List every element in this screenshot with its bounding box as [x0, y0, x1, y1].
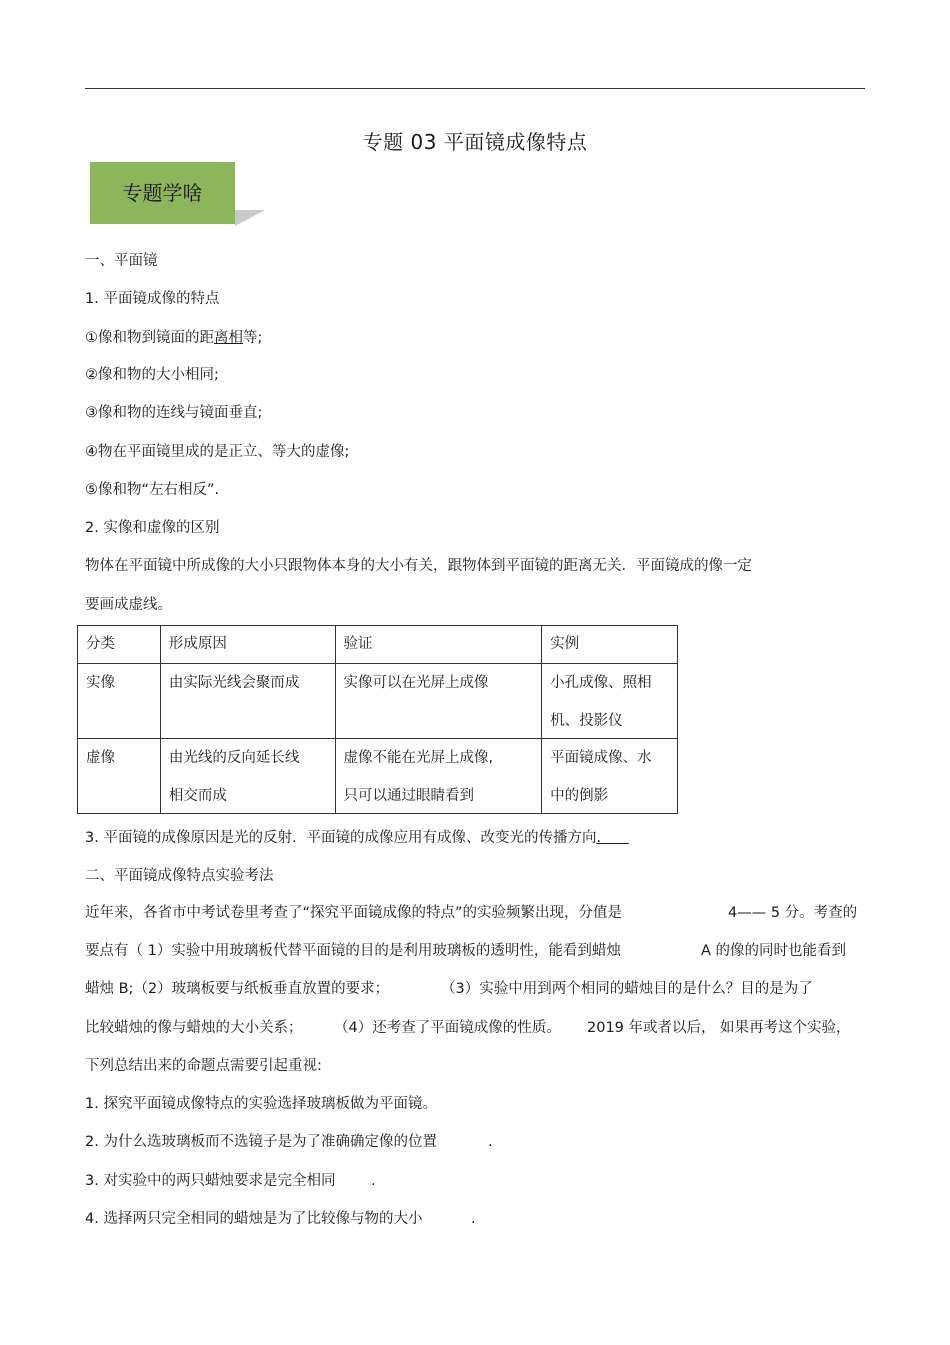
table-header-cell: 实例: [542, 626, 678, 664]
paragraph-2-line-4-c: 2019 年或者以后，: [587, 1020, 716, 1036]
section-heading-2: 二、平面镜成像特点实验考法: [85, 868, 274, 884]
table-row: [78, 664, 678, 739]
paragraph-2-line-4-b: （4）还考查了平面镜成像的性质。: [334, 1020, 561, 1036]
paragraph-2-line-3: 蜡烛 B;（2）玻璃板要与纸板垂直放置的要求；: [85, 981, 390, 997]
page-title: 专题 03 平面镜成像特点: [362, 130, 588, 154]
header-rule: [85, 88, 865, 89]
paragraph-1: 物体在平面镜中所成像的大小只跟物体本身的大小有关，跟物体到平面镜的距离无关．平面镜成的像一定: [85, 558, 752, 574]
subheading-1-3-text: 3. 平面镜的成像原因是光的反射．平面镜的成像应用有成像、改变光的传播方向: [85, 830, 597, 846]
cell-line: 相交而成: [168, 788, 227, 804]
table-row: [78, 739, 678, 814]
paragraph-2-line-4-d: 如果再考这个实验，: [720, 1020, 851, 1036]
table-cell: [542, 664, 678, 739]
point-5: ⑤像和物“左右相反”.: [85, 482, 220, 498]
point-n4-end: .: [471, 1211, 476, 1227]
point-n3-end: .: [371, 1173, 376, 1189]
paragraph-2-line-2-end: A 的像的同时也能看到: [701, 943, 847, 959]
cell-line: 实像可以在光屏上成像: [343, 675, 489, 691]
point-1-underlined: 离相: [214, 330, 243, 346]
subheading-1-3-blank: .: [596, 830, 629, 846]
point-4: ④物在平面镜里成的是正立、等大的虚像;: [85, 444, 350, 460]
point-1-post: 等;: [243, 330, 263, 346]
point-3: ③像和物的连线与镜面垂直;: [85, 405, 263, 421]
cell-line: 实像: [86, 675, 115, 691]
table-cell: [335, 664, 542, 739]
paragraph-2-line-2: 要点有（ 1）实验中用玻璃板代替平面镜的目的是利用玻璃板的透明性，能看到蜡烛: [85, 943, 621, 959]
table-header-cell: 形成原因: [160, 626, 335, 664]
paragraph-2-line-1: 近年来，各省市中考试卷里考查了“探究平面镜成像的特点”的实验频繁出现，分值是: [85, 905, 623, 921]
cell-line: 由实际光线会聚而成: [168, 675, 300, 691]
point-n1: 1. 探究平面镜成像特点的实验选择玻璃板做为平面镜。: [85, 1096, 437, 1112]
table-cell: [78, 739, 161, 814]
table-header-row: [78, 626, 678, 664]
table-cell: [160, 664, 335, 739]
cell-line: 平面镜成像、水: [550, 750, 652, 766]
cell-line: 虚像: [86, 750, 115, 766]
point-n3: 3. 对实验中的两只蜡烛要求是完全相同: [85, 1173, 336, 1189]
section-badge: [90, 162, 265, 226]
paragraph-2-line-4: 比较蜡烛的像与蜡烛的大小关系；: [85, 1020, 303, 1036]
cell-line: 小孔成像、照相: [550, 675, 652, 691]
cell-line: 机、投影仪: [550, 713, 623, 729]
point-n2: 2. 为什么选玻璃板而不选镜子是为了准确确定像的位置: [85, 1134, 437, 1150]
paragraph-2-line-3-end: （3）实验中用到两个相同的蜡烛目的是什么？目的是为了: [441, 981, 813, 997]
badge-label: 专题学啥: [90, 162, 235, 224]
cell-line: 由光线的反向延长线: [168, 750, 300, 766]
paragraph-1-cont: 要画成虚线。: [85, 597, 172, 613]
subheading-1-2: 2. 实像和虚像的区别: [85, 520, 220, 536]
point-n2-end: .: [488, 1134, 493, 1150]
point-1: [85, 328, 262, 348]
subheading-1-3: [85, 828, 629, 848]
table-cell: [335, 739, 542, 814]
table-cell: [542, 739, 678, 814]
point-2: ②像和物的大小相同;: [85, 367, 219, 383]
cell-line: 中的倒影: [550, 788, 609, 804]
point-n4: 4. 选择两只完全相同的蜡烛是为了比较像与物的大小: [85, 1211, 423, 1227]
cell-line: 虚像不能在光屏上成像,: [343, 750, 494, 766]
section-heading-1: 一、平面镜: [85, 253, 158, 269]
point-1-pre: ①像和物到镜面的距: [85, 330, 214, 346]
table-header-cell: 验证: [335, 626, 542, 664]
subheading-1-1: 1. 平面镜成像的特点: [85, 291, 220, 307]
table-header-cell: 分类: [78, 626, 161, 664]
table-cell: [160, 739, 335, 814]
comparison-table: [77, 625, 678, 814]
paragraph-2-line-5: 下列总结出来的命题点需要引起重视:: [85, 1058, 322, 1074]
table-cell: [78, 664, 161, 739]
cell-line: 只可以通过眼睛看到: [343, 788, 475, 804]
paragraph-2-line-1-end: 4—— 5 分。考查的: [728, 905, 858, 921]
